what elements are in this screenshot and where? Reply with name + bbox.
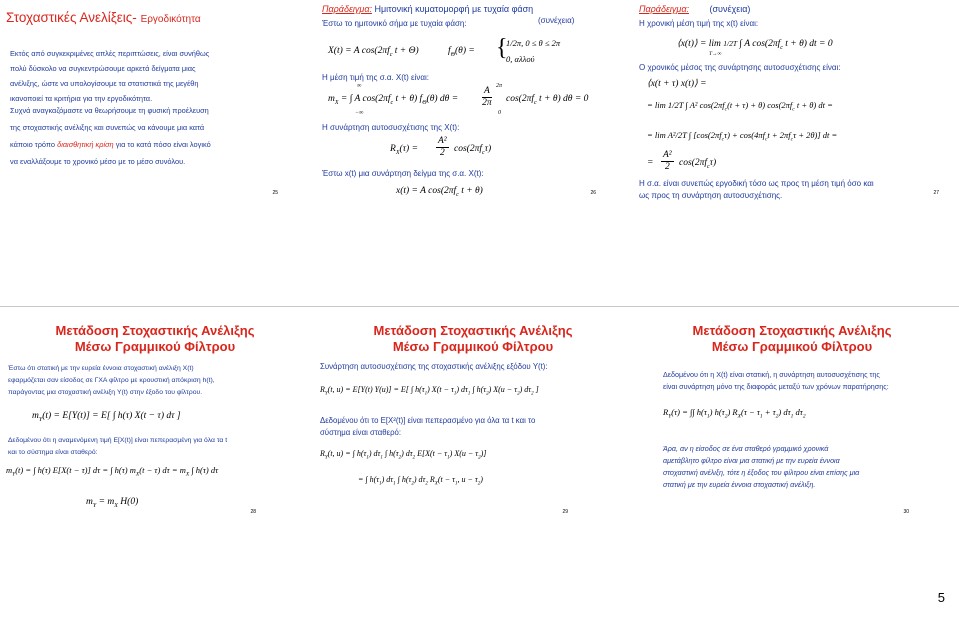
eq-random-phase-signal: X(t) = A $\cos(2\pi f_c$ t + Θ): [328, 46, 419, 58]
eq-output-autocorr-3: = ∫ $h(\tau_1)$ $d\tau_1$ ∫ $h(\tau_2)$ $d\tau_2$ $R_X(t - \tau_1$, $u - \tau_2$): [358, 475, 483, 487]
slide-number: 30: [903, 509, 909, 515]
eq-sample-function: x(t) = A $\cos(2\pi f_c$ t + θ): [396, 186, 483, 198]
paragraph-1: Δεδομένου ότι η X(t) είναι στατική, η συνάρτηση αυτοσυσχέτισης της είναι συνάρτηση μόνο της διαφοράς μεταξύ των χρόνων παρατήρησης:: [663, 370, 889, 391]
slide-number: 25: [272, 190, 278, 196]
eq-autocorrelation: $R_X(\tau)$ =: [390, 144, 418, 156]
slide-heading: Παράδειγμα: Ημιτονική κυματομορφή με τυχαία φάση: [322, 4, 534, 14]
slide-30: [639, 317, 945, 612]
pdf-case-1: 1/2π, 0 ≤ θ ≤ 2π: [506, 38, 561, 48]
eq-time-autocorr: ⟨x(t + τ) x(t)⟩ =: [647, 79, 707, 89]
slide-number: 29: [562, 509, 568, 515]
line-4: Έστω x(t) μια συνάρτηση δείγμα της σ.α. X(t):: [322, 169, 484, 178]
conclusion: Η σ.α. είναι συνεπώς εργοδική τόσο ως προς τη μέση τιμή όσο και ως προς τη συνάρτηση αυτοσυσχέτισης.: [639, 179, 874, 200]
slide-title: Στοχαστικές Ανελίξεις- Εργοδικότητα: [6, 10, 201, 25]
int2-upper: 2π: [496, 83, 503, 89]
int2-lower: 0: [498, 110, 501, 116]
slide-29: [320, 317, 626, 612]
pdf-brace: {: [496, 35, 508, 61]
line-1: Συνάρτηση αυτοσυσχέτισης της στοχαστικής ανέλιξης εξόδου Y(t):: [320, 362, 548, 371]
paragraph-1: Έστω ότι στατική με την ευρεία έννοια στοχαστική ανέλιξη X(t) εφαρμόζεται σαν είσοδος σε ΓΧΑ φίλτρο με κρουστική απόκριση h(t), παράγοντας μια στοχαστική ανέλιξη Y(t) στην έξοδο του φίλτρου.: [8, 365, 215, 396]
eq-mean-end: $\cos(2\pi f_c$ t + θ) dθ = 0: [506, 94, 589, 106]
slide-title: Μετάδοση Στοχαστικής Ανέλιξης Μέσω Γραμμικού Φίλτρου: [373, 323, 573, 354]
eq-output-autocorr-2: $R_Y(t$, u) = ∫ $h(\tau_1)$ $d\tau_1$ ∫ $h(\tau_2)$ $d\tau_2$ $E[X(t - \tau_1)$ $X(u - \tau_2)$]: [320, 449, 487, 461]
slide-27: [639, 2, 945, 297]
eq-autocorrelation-end: $\cos(2\pi f_c\tau)$: [454, 144, 492, 156]
eq-mean-frac: A 2π: [482, 86, 492, 108]
eq-time-autocorr-4-frac: A² 2: [663, 150, 672, 172]
eq-autocorrelation-frac: A² 2: [438, 136, 447, 158]
eq-time-mean: ⟨x(t)⟩ = lim 1/2T ∫ A $\cos(2\pi f_c$ t + θ) dt = 0: [677, 39, 833, 51]
int-lower: −∞: [355, 110, 364, 116]
eq-time-autocorr-2: = lim 1/2T ∫ A² $\cos(2\pi f_c(t + \tau) + \theta)$ $\cos(2\pi f_c$ t + θ) dt =: [647, 100, 833, 113]
eq-output-autocorr: $R_Y(t$, u) = E[Y(t) Y(u)] = E[ ∫ $h(\tau_1) X(t - \tau_1)$ $d\tau_1$ ∫ $h(\tau_2) X(u - \tau_2)$ $d\tau_2$ ]: [320, 385, 539, 397]
paragraph-1: Εκτός από συγκεκριμένες απλές περιπτώσεις, είναι συνήθως πολύ δύσκολο να συγκεντρώσουμε αρκετά δείγματα μιας ανέλιξης, ώστε να υπολογίσουμε τα στατιστικά της μεγέθη ικανοποιεί τα κριτήρια για την εργοδικότητα.: [10, 49, 210, 103]
eq-output-mean-3: $m_Y = m_X$ H(0): [86, 497, 139, 509]
eq-output-mean: $m_Y(t) = E[Y(t)] = E$[ ∫ h(τ) X(t − τ) dτ ]: [32, 411, 181, 423]
line-2: Δεδομένου ότι το E[X²(t)] είναι πεπερασμένο για όλα τα t και το σύστημα είναι σταθερό:: [320, 416, 536, 437]
slide-number: 28: [250, 509, 256, 515]
slide-title: Μετάδοση Στοχαστικής Ανέλιξης Μέσω Γραμμικού Φίλτρου: [55, 323, 255, 354]
eq-output-mean-2: $m_Y(t)$ = ∫ h(τ) E[X(t − τ)] dτ = ∫ h(τ) $m_X(t - \tau) d\tau = m_X$ ∫ h(τ) dτ: [6, 465, 219, 478]
slide-title: Μετάδοση Στοχαστικής Ανέλιξης Μέσω Γραμμικού Φίλτρου: [692, 323, 892, 354]
lim-sub: T→∞: [709, 51, 722, 57]
eq-mean: $m_X$ = ∫ A $\cos(2\pi f_c$ t + θ) $f_\Theta(\theta) d\theta$ =: [328, 94, 459, 106]
line-2: Η μέση τιμή της σ.α. X(t) είναι:: [322, 73, 429, 82]
slide-number: 27: [933, 190, 939, 196]
line-1: Η χρονική μέση τιμή της x(t) είναι:: [639, 19, 759, 28]
paragraph-2: Συχνά αναγκαζόμαστε να θεωρήσουμε τη φυσική προέλευση της στοχαστικής ανέλιξης και συνεπώς να κάνουμε μια κατά κάποιο τρόπο διαισθητική κρίση για το κατά πόσο είναι λογικό να εναλλάξουμε το χρονικό μέσο με το μέσο συνόλου.: [10, 106, 211, 166]
slide-25: [2, 2, 308, 297]
pdf-case-2: 0, αλλού: [506, 54, 535, 64]
eq-time-autocorr-3: = lim A²/2T ∫ $[\cos(2\pi f_c\tau) + \cos(4\pi f_ct + 2\pi f_c\tau + 2\theta)]$ dt =: [647, 130, 838, 143]
eq-time-autocorr-4: =: [647, 158, 654, 168]
slide-26: [320, 2, 626, 297]
line-3: Η συνάρτηση αυτοσυσχέτισης της X(t):: [322, 123, 460, 132]
continued-label: (συνέχεια): [538, 16, 575, 25]
page-separator: [0, 306, 959, 307]
conclusion: Άρα, αν η είσοδος σε ένα σταθερό γραμμικό χρονικά αμετάβλητο φίλτρο είναι μια στατική με την ευρεία έννοια στοχαστική ανέλιξη, τότε η έξοδος του φίλτρου είναι επίσης μια στατική με την ευρεία έννοια στοχαστική ανέλιξη.: [663, 444, 860, 489]
line-2: Ο χρονικός μέσος της συνάρτησης αυτοσυσχέτισης είναι:: [639, 63, 841, 72]
slide-28: [2, 317, 308, 612]
eq-stationary-output: $R_Y(\tau)$ = ∫∫ $h(\tau_1)$ $h(\tau_2) R_X(\tau - \tau_1 + \tau_2)$ $d\tau_1$ $d\tau_2$: [663, 407, 806, 420]
int-upper: ∞: [357, 83, 362, 89]
line-1: Έστω το ημιτονικό σήμα με τυχαία φάση:: [322, 19, 467, 28]
eq-time-autocorr-4-end: $\cos(2\pi f_c\tau)$: [679, 158, 717, 170]
slide-number: 26: [590, 190, 596, 196]
slide-heading: Παράδειγμα: (συνέχεια): [639, 4, 751, 14]
page-number: 5: [937, 590, 945, 605]
eq-phase-pdf: $f_\Theta(\theta)$ =: [448, 46, 475, 58]
paragraph-2: Δεδομένου ότι η αναμενόμενη τιμή E[X(t)] είναι πεπερασμένη για όλα τα t και το σύστημα είναι σταθερό:: [8, 437, 228, 456]
